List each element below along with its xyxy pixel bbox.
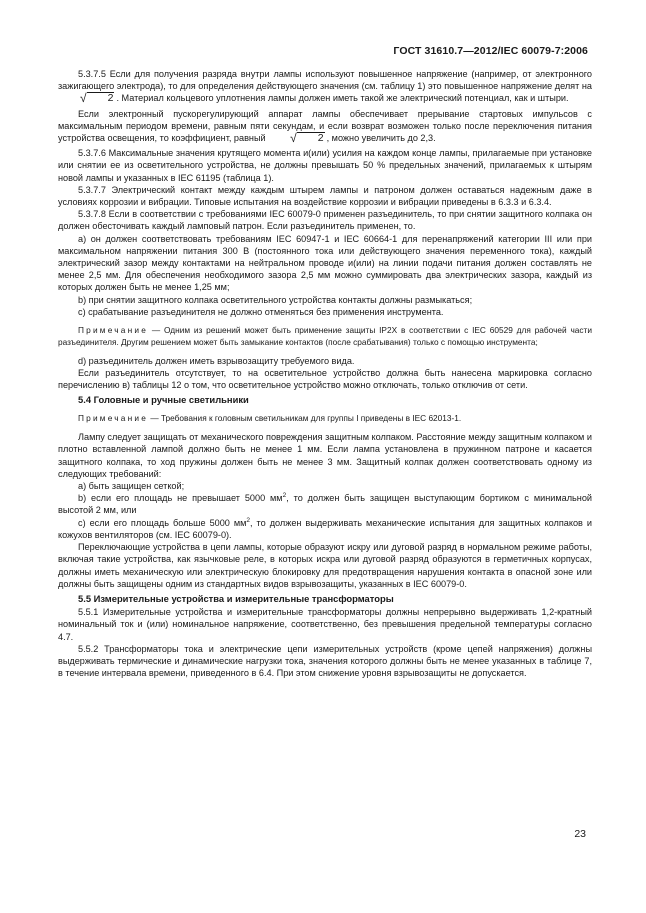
radicand: 2 bbox=[297, 132, 325, 144]
requirement-text: , то должен выдерживать механические испытания для защитных колпаков и кожухов вентиляторов (см. IEC 60079-0). bbox=[58, 517, 592, 540]
switching-devices-paragraph: Переключающие устройства в цепи лампы, которые образуют искру или дуговой разряд в нормальном режиме работы, включая такие устройства, как язычковые реле, в которых искра или дуговой разряд образуются в герметичных корпусах, должны иметь механическую или электрическую блокировку для предотвращения нарушения контакта в опасной зоне или должны быть защищены одним из стандартных видов взрывозащиты, указанных в IEC 60079-0. bbox=[58, 542, 592, 589]
superscript: 2 bbox=[282, 492, 287, 500]
note-text: — Требования к головным светильникам для группы I приведены в IEC 62013-1. bbox=[148, 413, 462, 424]
section-heading-5-5: 5.5 Измерительные устройства и измерительные трансформаторы bbox=[78, 592, 394, 604]
clause-5-3-7-7: 5.3.7.7 Электрический контакт между каждым штырем лампы и патроном должен оставаться надежным даже в условиях коррозии и вибрации. Типовые испытания на воздействие коррозии и вибрации приведены в 6.3.3 и 6.3.4. bbox=[58, 184, 592, 208]
requirement-text: , то должен быть защищен выступающим бортиком с минимальной высотой 2 мм, или bbox=[58, 493, 592, 516]
sqrt-sign: √ bbox=[290, 131, 297, 146]
requirement-c bbox=[58, 517, 592, 541]
sqrt-sign: √ bbox=[80, 91, 87, 106]
clause-5-3-7-5 bbox=[58, 68, 592, 105]
note-text: — Одним из решений может быть применение защиты IP2X в соответствии с IEC 60529 для рабочей части разъединителя. Другим решением может быть замыкание контактов (после срабатывания) только с помощью инструмента; bbox=[58, 325, 592, 347]
note-label: Примечание bbox=[78, 325, 149, 336]
radicand: 2 bbox=[87, 92, 115, 104]
section-heading-5-4: 5.4 Головные и ручные светильники bbox=[78, 394, 249, 406]
list-item-b: b) при снятии защитного колпака осветительного устройства контакты должны размыкаться; bbox=[78, 294, 473, 305]
ballast-paragraph bbox=[58, 108, 592, 145]
requirement-a: а) быть защищен сеткой; bbox=[78, 481, 185, 492]
list-item-a: а) он должен соответствовать требованиям IEC 60947-1 и IEC 60664-1 для перенапряжений категории III или при максимальном напряжении питания 300 В (постоянного тока или действующего значения переменного тока), каждый электрический зазор между контактами на нейтральном проводе и(или) на линии подачи питания должен составлять не менее 2,5 мм. Для обеспечения необходимого зазора 2,5 мм можно суммировать два электрических зазора, каждый из которых должен быть не менее 1,25 мм; bbox=[58, 233, 592, 293]
clause-5-5-2: 5.5.2 Трансформаторы тока и электрические цепи измерительных устройств (кроме цепей напряжения) должны выдерживать термические и динамические нагрузки тока, значения которого должны быть не менее указанных в таблице 7, в течение интервала времени, приведенного в 6.4. При этом снижение уровня взрывозащиты не допускается. bbox=[58, 643, 592, 679]
paragraph-text: Если электронный пускорегулирующий аппарат лампы обеспечивает прерывание стартовых импульсов с максимальным периодом времени, равным пяти секундам, и если возврат возможен только после переключения питания устройства освещения, то коэффициент, равный bbox=[58, 108, 592, 144]
requirement-b bbox=[58, 492, 592, 516]
superscript: 2 bbox=[246, 516, 251, 524]
clause-5-3-7-6: 5.3.7.6 Максимальные значения крутящего момента и(или) усилия на каждом конце лампы, прилагаемые при установке или снятии ее из осветительного устройства, не должны превышать 50 % предельных значений, прилагаемых к штырям новой лампы и указанных в IEC 61195 (таблица 1). bbox=[58, 148, 592, 183]
clause-text: 5.3.7.5 Если для получения разряда внутри лампы используют повышенное напряжение (например, от электронного зажигающего электрода), то для определения действующего значения (см. таблицу 1) это повышенное напряжение делят на bbox=[58, 69, 592, 92]
standard-header: ГОСТ 31610.7—2012/IEC 60079-7:2006 bbox=[393, 45, 588, 57]
page-content bbox=[58, 68, 592, 679]
lamp-protection-paragraph: Лампу следует защищать от механического повреждения защитным колпаком. Расстояние между защитным колпаком и плотно вставленной лампой должно быть не менее 1 мм. Если лампа установлена в пружинном патроне и касается защитного колпака, то ход пружины должен быть не менее 3 мм. Защитный колпак должен соответствовать одному из следующих требований: bbox=[58, 432, 592, 479]
list-item-d: d) разъединитель должен иметь взрывозащиту требуемого вида. bbox=[78, 355, 355, 366]
page-number: 23 bbox=[574, 828, 586, 840]
note-label: Примечание bbox=[78, 413, 149, 424]
note-disconnector bbox=[58, 325, 592, 349]
sqrt-two-formula bbox=[270, 132, 324, 144]
clause-5-3-7-8: 5.3.7.8 Если в соответствии с требованиями IEC 60079-0 применен разъединитель, то при снятии защитного колпака он должен обесточивать каждый ламповый патрон. Если разъединитель применен, то. bbox=[58, 209, 592, 232]
clause-5-5-1: 5.5.1 Измерительные устройства и измерительные трансформаторы должны непрерывно выдерживать 1,2-кратный номинальный ток и (или) номинальное напряжение, соответственно, без превышения предельной температуры согласно 4.7. bbox=[58, 607, 592, 642]
clause-text: . Материал кольцевого уплотнения лампы должен иметь такой же электрический потенциал, как и штыри. bbox=[116, 93, 569, 104]
sqrt-two-formula bbox=[60, 92, 114, 104]
list-item-c: с) срабатывание разъединителя не должно отменяться без применения инструмента. bbox=[78, 306, 444, 317]
no-disconnector-paragraph: Если разъединитель отсутствует, то на осветительное устройство должна быть нанесена маркировка согласно перечислению в) таблицы 12 о том, что осветительное устройство можно отключать, только отключив от сети. bbox=[58, 367, 592, 391]
requirement-text: b) если его площадь не превышает 5000 мм bbox=[78, 493, 283, 504]
requirement-text: с) если его площадь больше 5000 мм bbox=[78, 517, 247, 528]
paragraph-text: , можно увеличить до 2,3. bbox=[326, 133, 436, 144]
note-headlamps bbox=[58, 413, 592, 425]
